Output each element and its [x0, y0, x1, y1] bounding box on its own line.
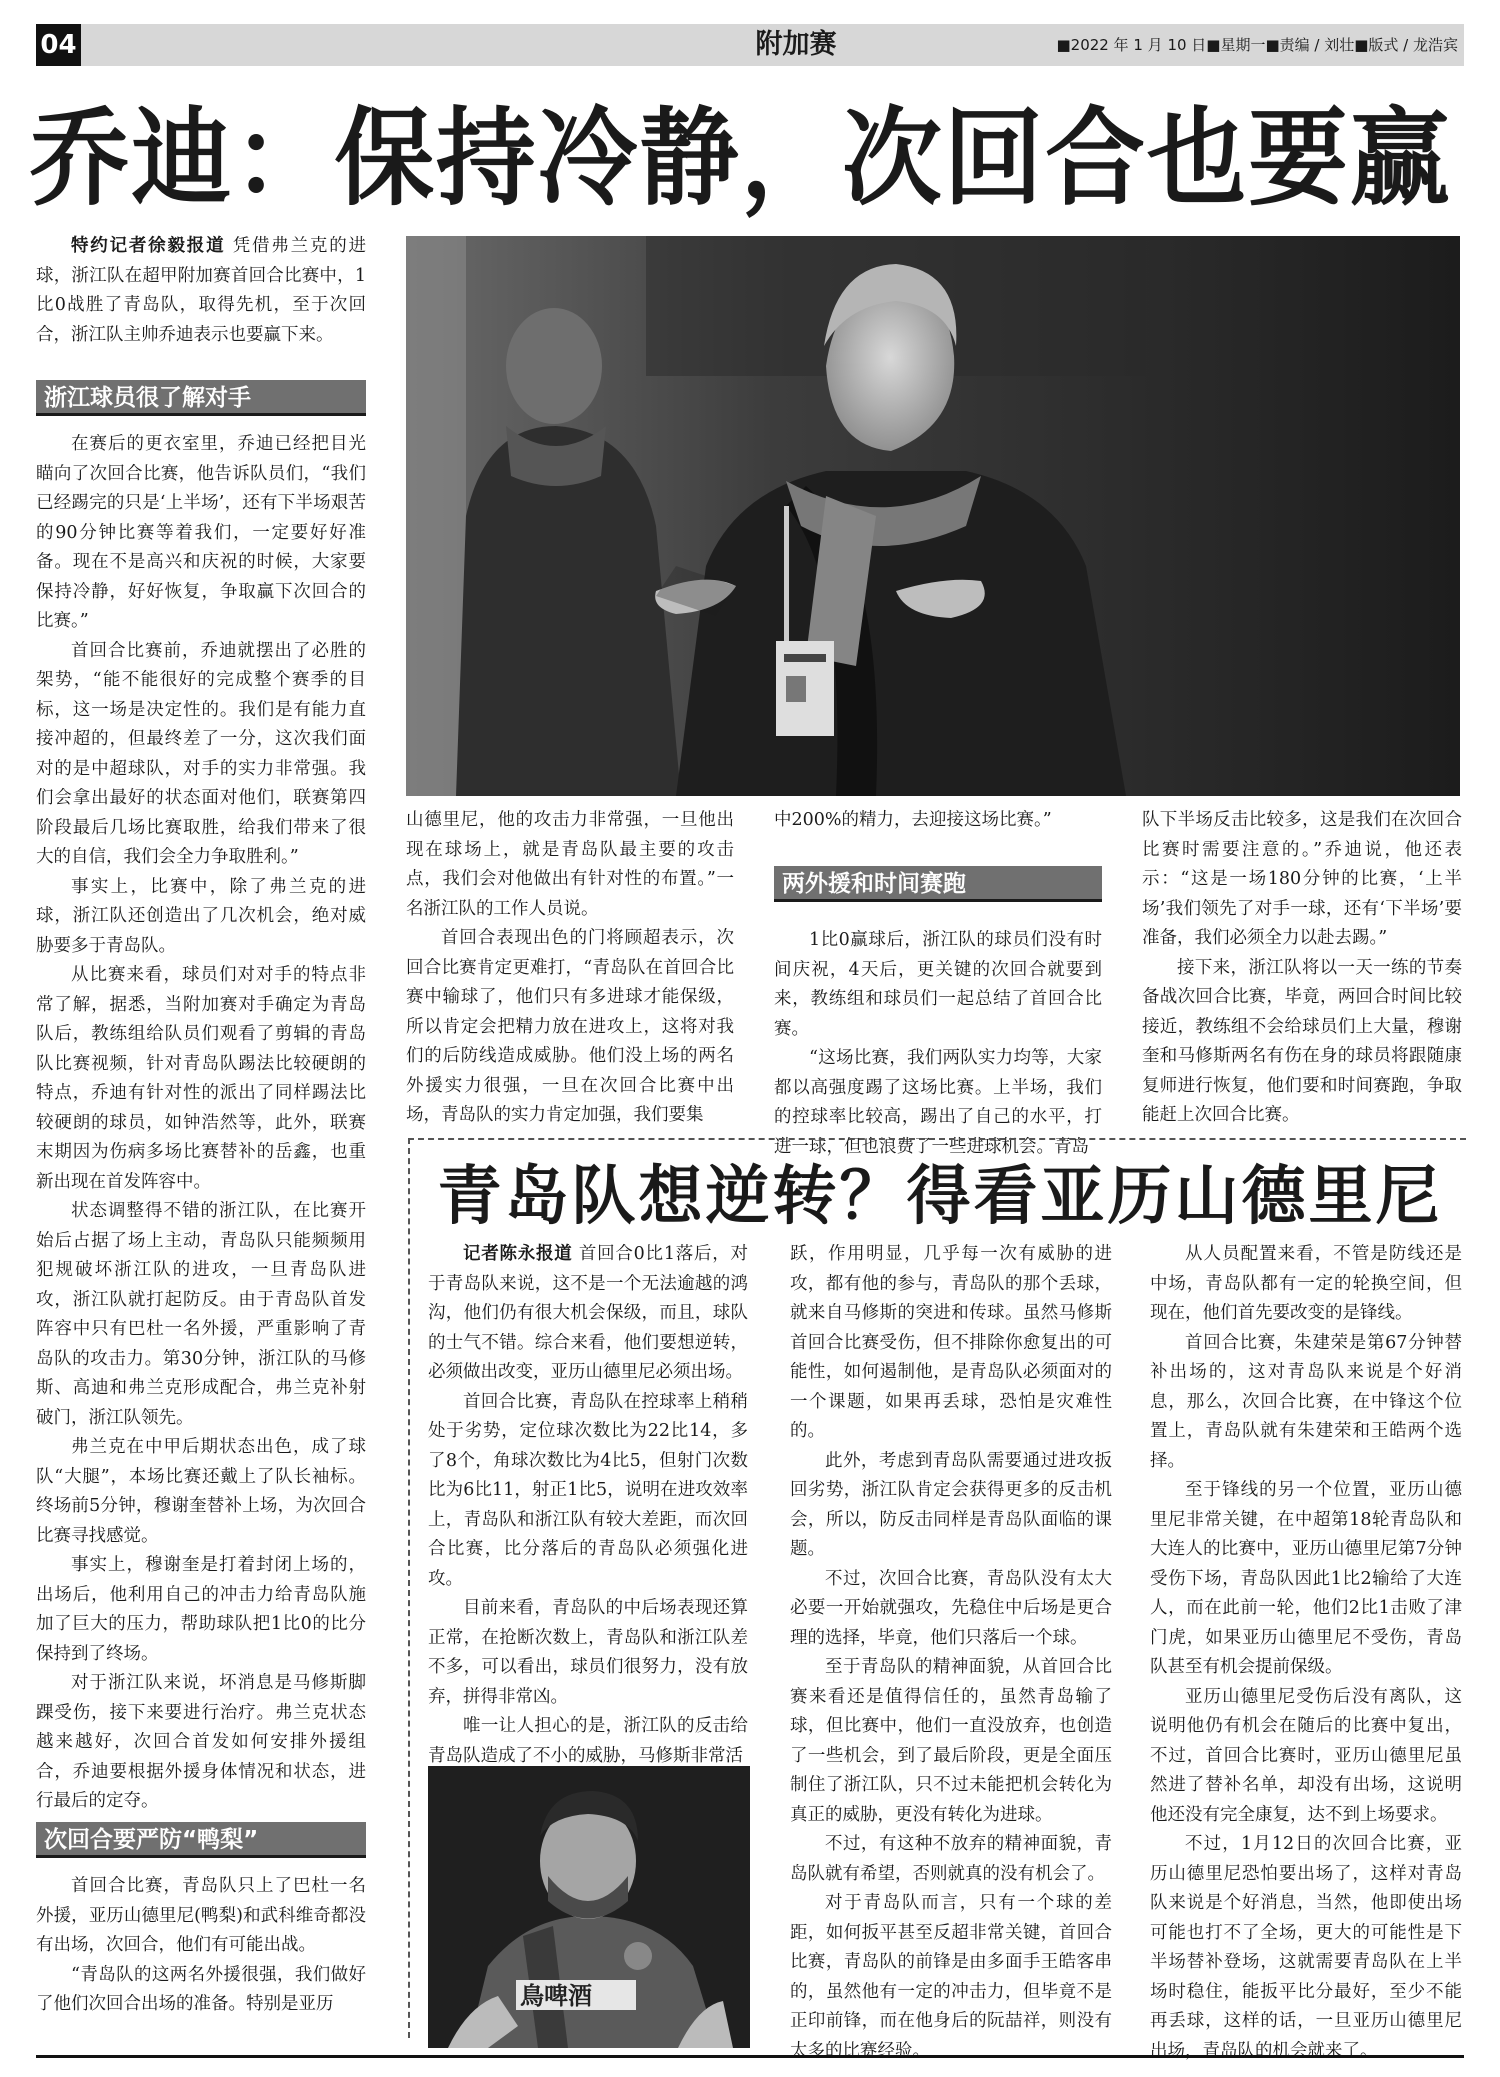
paragraph: 事实上，比赛中，除了弗兰克的进球，浙江队还创造出了几次机会，绝对威胁要多于青岛队。 — [36, 876, 366, 956]
paragraph: 山德里尼，他的攻击力非常强，一旦他出现在球场上，就是青岛队最主要的攻击点，我们会对他做出有针对性的布置。”一名浙江队的工作人员说。 — [406, 810, 734, 919]
paragraph: 事实上，穆谢奎是打着封闭上场的，出场后，他利用自己的冲击力给青岛队施加了巨大的压力，帮助球队把1比0的比分保持到了终场。 — [36, 1555, 366, 1664]
paragraph: 首回合比赛，青岛队在控球率上稍稍处于劣势，定位球次数比为22比14，多了8个，角球次数比为4比5，但射门次数比为6比11，射正1比5，说明在进攻效率上，青岛队和浙江队有较大差距，而次回合比赛，比分落后的青岛队必须强化进攻。 — [428, 1391, 748, 1589]
subhead-two-foreigners: 两外援和时间赛跑 — [774, 866, 1102, 902]
paragraph: 首回合比赛，朱建荣是第67分钟替补出场的，这对青岛队来说是个好消息，那么，次回合比赛，在中锋这个位置上，青岛队就有朱建荣和王皓两个选择。 — [1150, 1332, 1462, 1471]
article1-col1-tail — [36, 1872, 366, 2040]
paragraph: 队下半场反击比较多，这是我们在次回合比赛时需要注意的。”乔迪说，他还表示：“这是一场180分钟的比赛，‘上半场’我们领先了对手一球，还有‘下半场’要准备，我们必须全力以赴去踢。” — [1142, 810, 1462, 948]
paragraph: 弗兰克在中甲后期状态出色，成了球队“大腿”，本场比赛还戴上了队长袖标。终场前5分钟，穆谢奎替补上场，为次回合比赛寻找感觉。 — [36, 1437, 366, 1546]
section-title: 附加赛 — [755, 29, 837, 60]
article1-col1 — [36, 430, 366, 1810]
paragraph: 首回合0比1落后，对于青岛队来说，这不是一个无法逾越的鸿沟，他们仍有很大机会保级，而且，球队的士气不错。综合来看，他们要想逆转，必须做出改变，亚历山德里尼必须出场。 — [428, 1244, 748, 1382]
paragraph: 不过，1月12日的次回合比赛，亚历山德里尼恐怕要出场了，这样对青岛队来说是个好消息，当然，他即使出场可能也打不了全场，更大的可能性是下半场替补登场，这就需要青岛队在上半场时稳住，能扳平比分最好，至少不能再丢球，这样的话，一旦亚历山德里尼出场，青岛队的机会就来了。 — [1150, 1834, 1462, 2061]
paragraph: 首回合比赛，青岛队只上了巴杜一名外援，亚历山德里尼(鸭梨)和武科维奇都没有出场，次回合，他们有可能出战。 — [36, 1876, 366, 1955]
bottom-rule — [36, 2055, 1464, 2058]
paragraph: 首回合比赛前，乔迪就摆出了必胜的架势，“能不能很好的完成整个赛季的目标，这一场是决定性的。我们是有能力直接冲超的，但最终差了一分，这次我们面对的是中超球队，对手的实力非常强。我们会拿出最好的状态面对他们，联赛第四阶段最后几场比赛取胜，给我们带来了很大的自信，我们会全力争取胜利。” — [36, 640, 366, 867]
article1-headline: 乔迪：保持冷静，次回合也要赢 — [30, 95, 1452, 220]
page-header — [36, 24, 1464, 66]
paragraph: 从人员配置来看，不管是防线还是中场，青岛队都有一定的轮换空间，但现在，他们首先要改变的是锋线。 — [1150, 1244, 1462, 1323]
paragraph: 中200%的精力，去迎接这场比赛。” — [774, 810, 1052, 830]
paragraph: 此外，考虑到青岛队需要通过进攻扳回劣势，浙江队肯定会获得更多的反击机会，所以，防反击同样是青岛队面临的课题。 — [790, 1450, 1112, 1559]
article-divider — [408, 1138, 1466, 1140]
article1-byline: 特约记者徐毅报道 — [71, 236, 226, 256]
article1-col3-head — [774, 806, 1102, 838]
paragraph: 1比0赢球后，浙江队的球员们没有时间庆祝，4天后，更关键的次回合就要到来，教练组和球员们一起总结了首回合比赛。 — [774, 930, 1102, 1039]
paragraph: 接下来，浙江队将以一天一练的节奏备战次回合比赛，毕竟，两回合时间比较接近，教练组不会给球员们上大量，穆谢奎和马修斯两名有伤在身的球员将跟随康复师进行恢复，他们要和时间赛跑，争取能赶上次回合比赛。 — [1142, 957, 1462, 1125]
subhead-zhejiang-players: 浙江球员很了解对手 — [36, 380, 366, 416]
article1-col4 — [1142, 806, 1462, 1131]
article1-col3 — [774, 926, 1102, 1157]
paragraph: 跃，作用明显，几乎每一次有威胁的进攻，都有他的参与，青岛队的那个丢球，就来自马修斯的突进和传球。虽然马修斯首回合比赛受伤，但不排除你愈复出的可能性，如何遏制他，是青岛队必须面对的一个课题，如果再丢球，恐怕是灾难性的。 — [790, 1244, 1112, 1441]
issue-meta: ■2022 年 1 月 10 日■星期一■责编 / 刘壮■版式 / 龙浩宾 — [1056, 36, 1458, 54]
article2-headline: 青岛队想逆转？得看亚历山德里尼 — [437, 1160, 1443, 1234]
player-photo — [428, 1766, 750, 2048]
subhead-guard-yali: 次回合要严防“鸭梨” — [36, 1822, 366, 1858]
coach-photo-graphic — [406, 236, 1460, 796]
paragraph: 对于青岛队而言，只有一个球的差距，如何扳平甚至反超非常关键，首回合比赛，青岛队的前锋是由多面手王皓客串的，虽然他有一定的冲击力，但毕竟不是正印前锋，而在他身后的阮喆祥，则没有太多的比赛经验。 — [790, 1893, 1112, 2061]
paragraph: “青岛队的这两名外援很强，我们做好了他们次回合出场的准备。特别是亚历 — [36, 1964, 366, 2014]
article2-col3 — [1150, 1240, 1462, 2061]
article2-col2 — [790, 1240, 1112, 2061]
paragraph: 至于锋线的另一个位置，亚历山德里尼非常关键，在中超第18轮青岛队和大连人的比赛中，亚历山德里尼第7分钟受伤下场，青岛队因此1比2输给了大连人，而在此前一轮，他们2比1击败了津门虎，如果亚历山德里尼不受伤，青岛队甚至有机会提前保级。 — [1150, 1480, 1462, 1677]
paragraph: 目前来看，青岛队的中后场表现还算正常，在抢断次数上，青岛队和浙江队差不多，可以看出，球员们很努力，没有放弃，拼得非常凶。 — [428, 1598, 748, 1707]
paragraph: 对于浙江队来说，坏消息是马修斯脚踝受伤，接下来要进行治疗。弗兰克状态越来越好，次回合首发如何安排外援组合，乔迪要根据外援身体情况和状态，进行最后的定夺。 — [36, 1673, 366, 1811]
paragraph: 亚历山德里尼受伤后没有离队，这说明他仍有机会在随后的比赛中复出，不过，首回合比赛时，亚历山德里尼虽然进了替补名单，却没有出场，这说明他还没有完全康复，达不到上场要求。 — [1150, 1686, 1462, 1825]
jersey-sponsor-text: 鳥啤酒 — [520, 1982, 592, 2010]
article-divider-vertical — [408, 1138, 410, 2038]
paragraph: “这场比赛，我们两队实力均等，大家都以高强度踢了这场比赛。上半场，我们的控球率比较高，踢出了自己的水平，打进一球，但也浪费了一些进球机会。青岛 — [774, 1048, 1102, 1157]
paragraph: 从比赛来看，球员们对对手的特点非常了解，据悉，当附加赛对手确定为青岛队后，教练组给队员们观看了剪辑的青岛队比赛视频，针对青岛队踢法比较硬朗的特点，乔迪有针对性的派出了同样踢法比较硬朗的球员，如钟浩然等，此外，联赛末期因为伤病多场比赛替补的岳鑫，也重新出现在首发阵容中。 — [36, 965, 366, 1192]
paragraph: 在赛后的更衣室里，乔迪已经把目光瞄向了次回合比赛，他告诉队员们，“我们已经踢完的只是‘上半场’，还有下半场艰苦的90分钟比赛等着我们，一定要好好准备。现在不是高兴和庆祝的时候，大家要保持冷静，好好恢复，争取赢下次回合的比赛。” — [36, 434, 366, 631]
main-photo-coach — [406, 236, 1460, 796]
article2-byline: 记者陈永报道 — [463, 1244, 573, 1264]
player-photo-graphic — [428, 1766, 750, 2048]
article1-intro-text: 凭借弗兰克的进球，浙江队在超甲附加赛首回合比赛中，1比0战胜了青岛队，取得先机，至于次回合，浙江队主帅乔迪表示也要赢下来。 — [36, 236, 366, 345]
article1-col2 — [406, 806, 734, 1131]
article1-intro — [36, 232, 366, 344]
paragraph: 不过，次回合比赛，青岛队没有太大必要一开始就强攻，先稳住中后场是更合理的选择，毕竟，他们只落后一个球。 — [790, 1568, 1112, 1648]
paragraph: 唯一让人担心的是，浙江队的反击给青岛队造成了不小的威胁，马修斯非常活 — [428, 1716, 748, 1766]
page-number: 04 — [36, 24, 81, 66]
paragraph: 首回合表现出色的门将顾超表示，次回合比赛肯定更难打，“青岛队在首回合比赛中输球了，他们只有多进球才能保级，所以肯定会把精力放在进攻上，这将对我们的后防线造成威胁。他们没上场的两名外援实力很强，一旦在次回合比赛中出场，青岛队的实力肯定加强，我们要集 — [406, 928, 734, 1125]
article2-col1 — [428, 1240, 748, 1768]
paragraph: 至于青岛队的精神面貌，从首回合比赛来看还是值得信任的，虽然青岛输了球，但比赛中，他们一直没放弃，也创造了一些机会，到了最后阶段，更是全面压制住了浙江队，只不过未能把机会转化为真正的威胁，更没有转化为进球。 — [790, 1657, 1112, 1825]
paragraph: 状态调整得不错的浙江队，在比赛开始后占据了场上主动，青岛队只能频频用犯规破坏浙江队的进攻，一旦青岛队进攻，浙江队就打起防反。由于青岛队首发阵容中只有巴杜一名外援，严重影响了青岛队的攻击力。第30分钟，浙江队的马修斯、高迪和弗兰克形成配合，弗兰克补射破门，浙江队领先。 — [36, 1201, 366, 1428]
paragraph: 不过，有这种不放弃的精神面貌，青岛队就有希望，否则就真的没有机会了。 — [790, 1834, 1112, 1884]
